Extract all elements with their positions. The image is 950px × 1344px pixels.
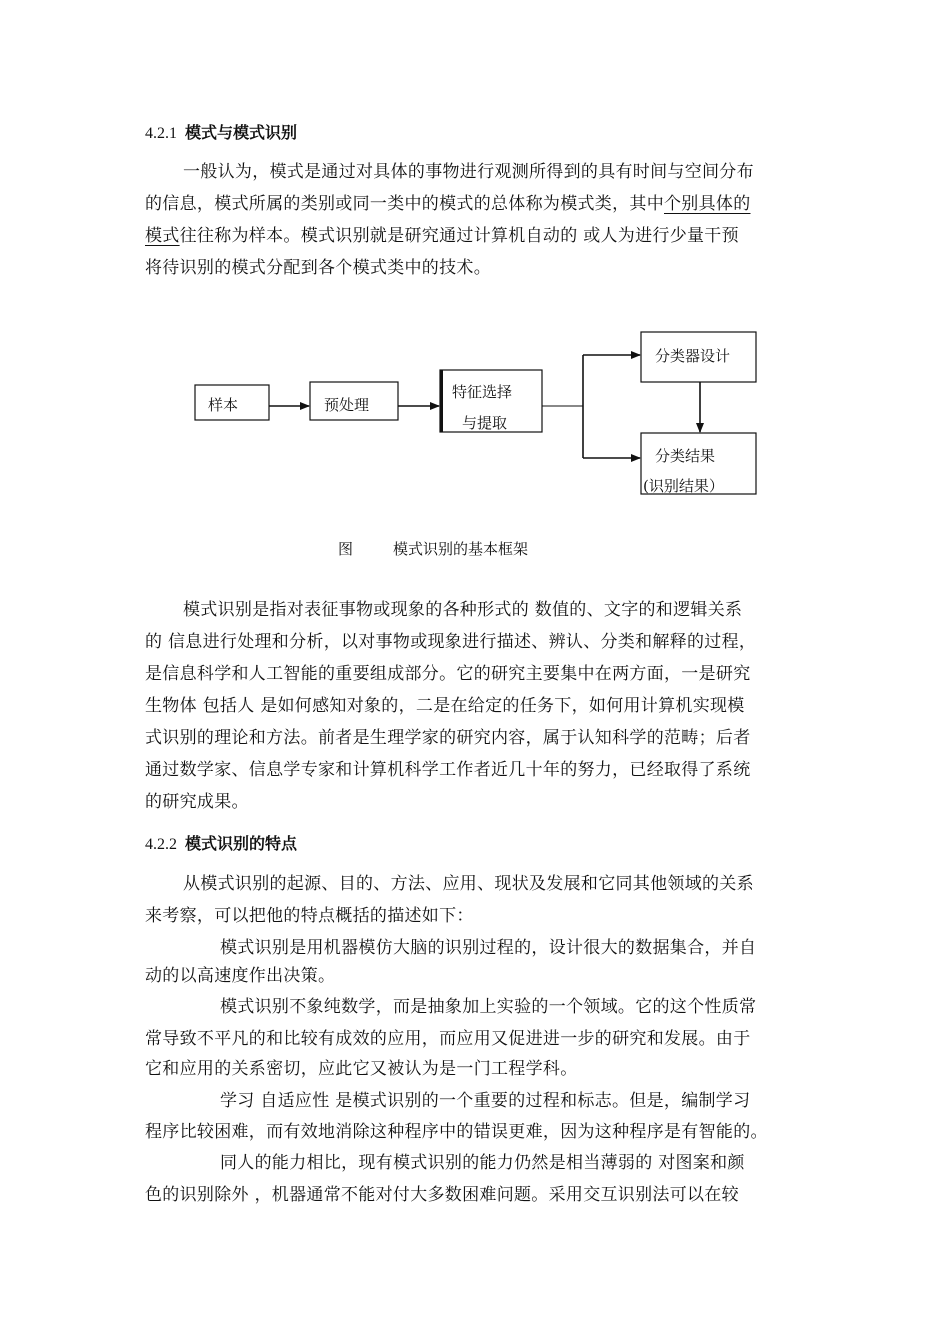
paragraph-line: 将待识别的模式分配到各个模式类中的技术。 (145, 258, 491, 278)
paragraph-line: 生物体 包括人 是如何感知对象的，二是在给定的任务下，如何用计算机实现模 (145, 696, 745, 716)
paragraph-line: 从模式识别的起源、目的、方法、应用、现状及发展和它同其他领域的关系 (183, 874, 754, 894)
text-run: 的信息，模式所属的类别或同一类中的模式的总体称为模式类，其中 (145, 194, 664, 214)
paragraph-line: 色的识别除外 ，机器通常不能对付大多数困难问题。采用交互识别法可以在较 (145, 1185, 739, 1205)
paragraph-line: 动的以高速度作出决策。 (145, 966, 336, 986)
section-title: 模式识别的特点 (185, 834, 298, 853)
paragraph-line: 学习 自适应性 是模式识别的一个重要的过程和标志。但是，编制学习 (220, 1091, 751, 1111)
paragraph-line: 式识别的理论和方法。前者是生理学家的研究内容，属于认知科学的范畴；后者 (145, 728, 751, 748)
figure-caption (338, 538, 528, 559)
preprocess-label: 预处理 (324, 396, 370, 414)
result-label-line1: 分类结果 (655, 447, 716, 465)
paragraph-line: 的研究成果。 (145, 792, 249, 812)
paragraph-line: 一般认为，模式是通过对具体的事物进行观测所得到的具有时间与空间分布 (183, 162, 754, 182)
classifier-design-label: 分类器设计 (655, 347, 731, 365)
underlined-text: 个别具体的 (664, 194, 751, 214)
paragraph-line: 常导致不平凡的和比较有成效的应用，而应用又促进进一步的研究和发展。由于 (145, 1029, 751, 1049)
feature-label-line1: 特征选择 (452, 383, 513, 401)
paragraph-line: 模式识别不象纯数学，而是抽象加上实验的一个领域。它的这个性质常 (220, 997, 757, 1017)
section-number: 4.2.2 (145, 836, 177, 853)
text-run: 往往称为样本。模式识别就是研究通过计算机自动的 或人为进行少量干预 (179, 226, 739, 246)
paragraph-line: 程序比较困难，而有效地消除这种程序中的错误更难，因为这种程序是有智能的。 (145, 1122, 768, 1142)
paragraph-line: 通过数学家、信息学专家和计算机科学工作者近几十年的努力，已经取得了系统 (145, 760, 751, 780)
feature-label-line2: 与提取 (462, 414, 508, 432)
paragraph-line: 来考察，可以把他的特点概括的描述如下： (145, 906, 474, 926)
pattern-recognition-diagram (0, 0, 950, 560)
paragraph-line: 模式识别是用机器模仿大脑的识别过程的，设计很大的数据集合，并自 (220, 938, 757, 958)
section-heading-4-2-2 (145, 831, 297, 854)
paragraph-line: 模式识别是指对表征事物或现象的各种形式的 数值的、文字的和逻辑关系 (183, 600, 743, 620)
paragraph-line: 的 信息进行处理和分析，以对事物或现象进行描述、辨认、分类和解释的过程， (145, 632, 757, 652)
section-title: 模式与模式识别 (185, 123, 298, 142)
paragraph-line: 同人的能力相比，现有模式识别的能力仍然是相当薄弱的 对图案和颜 (220, 1153, 745, 1173)
underlined-text: 模式 (145, 226, 180, 246)
caption-text: 模式识别的基本框架 (393, 540, 529, 558)
paragraph-line: 是信息科学和人工智能的重要组成部分。它的研究主要集中在两方面，一是研究 (145, 664, 751, 684)
sample-label: 样本 (208, 396, 239, 414)
section-number: 4.2.1 (145, 125, 177, 142)
paragraph-line: 它和应用的关系密切，应此它又被认为是一门工程学科。 (145, 1059, 578, 1079)
result-label-line2: (识别结果） (643, 477, 724, 495)
caption-label: 图 (338, 540, 354, 558)
